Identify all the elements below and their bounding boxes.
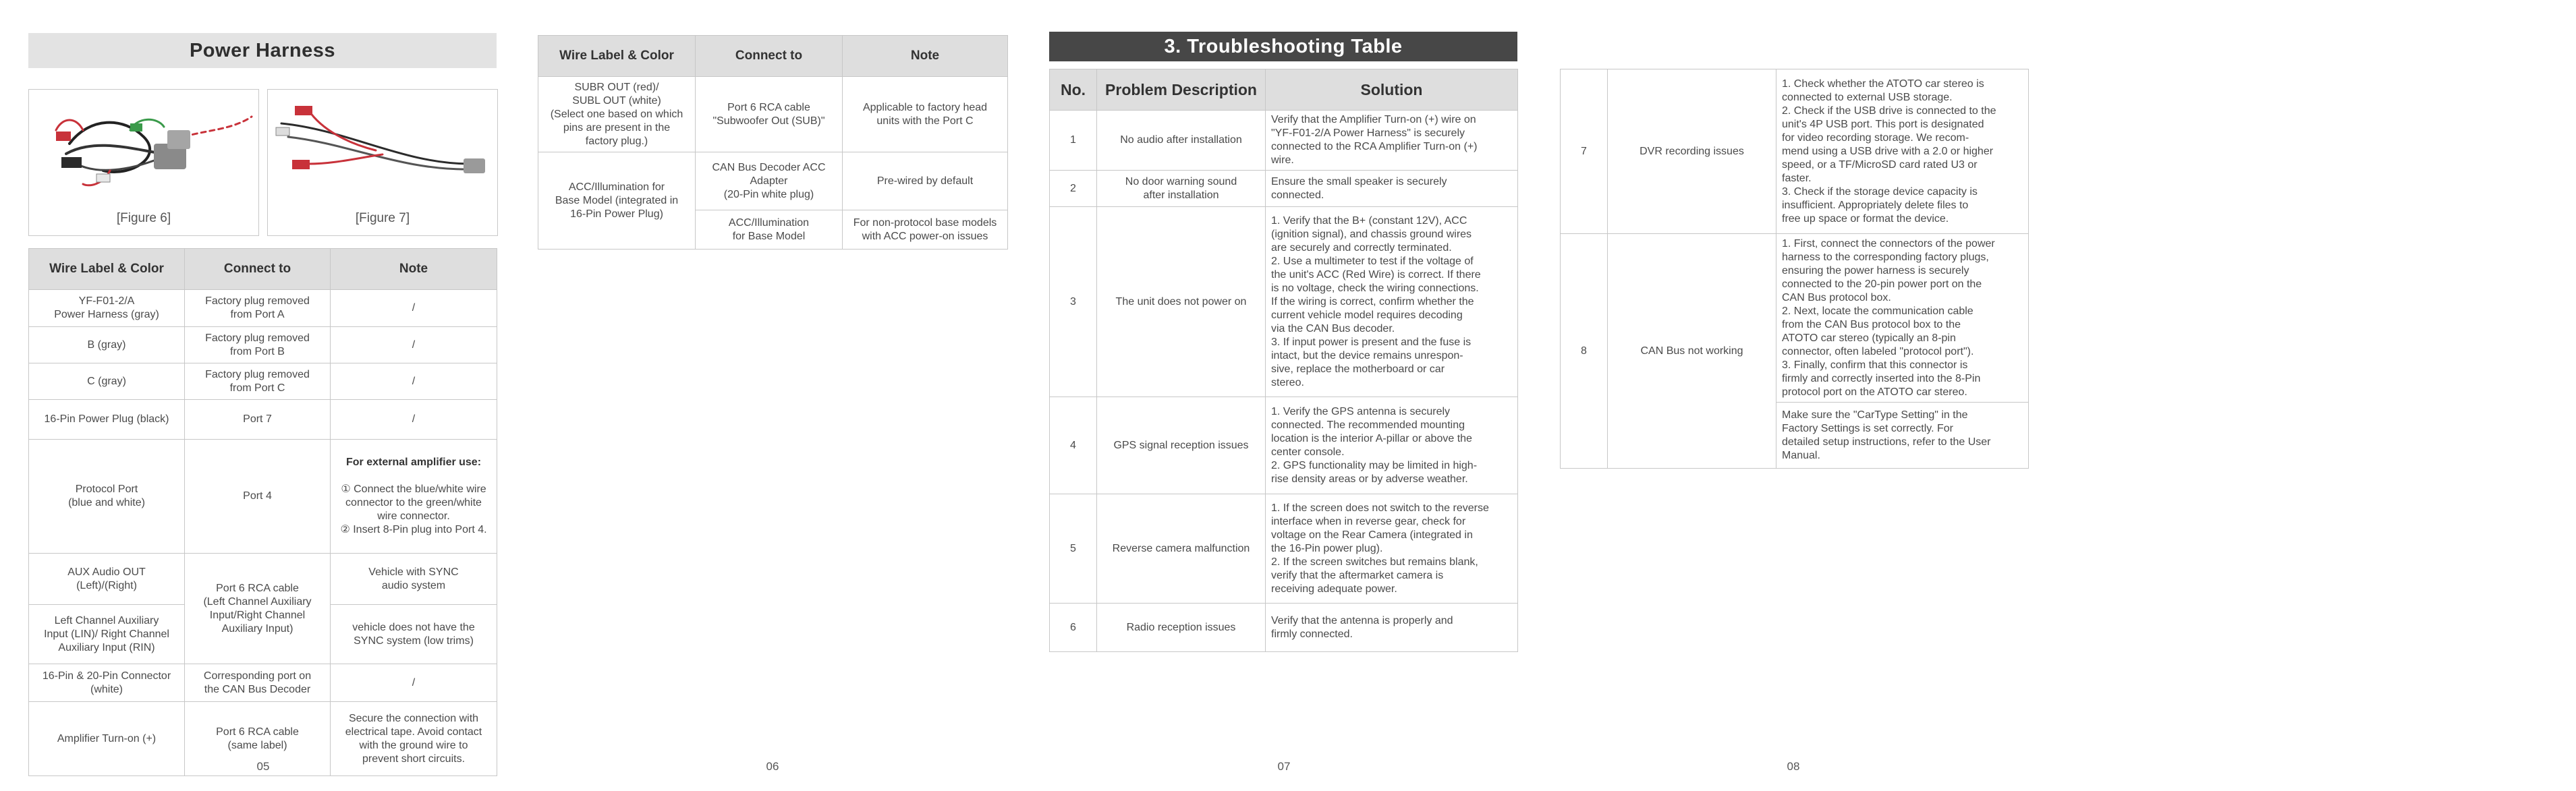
- page-05: [28, 0, 541, 791]
- table-cell: AUX Audio OUT (Left)/(Right): [29, 554, 185, 605]
- table-cell: /: [331, 327, 497, 363]
- table-cell: 1. Check whether the ATOTO car stereo is connected to external USB storage. 2. Check if the USB drive is connected to the unit's 4P USB port. This port is designated for video recording storage. We recom- mend using a USB drive with a 2.0 or higher speed, or a TF/MicroSD card rated U3 or faster. 3. Check if the storage device capacity is insufficient. Appropriately delete files to free up space or format the device.: [1776, 69, 2029, 234]
- table-cell: 8: [1561, 234, 1608, 469]
- troubleshooting-table: [1049, 69, 1518, 652]
- page-number: 08: [1787, 760, 1800, 773]
- table-cell: Reverse camera malfunction: [1097, 494, 1266, 604]
- table-row: [29, 290, 497, 327]
- troubleshooting-table-continued: [1560, 69, 2029, 469]
- protocol-note-title: For external amplifier use:: [345, 457, 482, 468]
- table-cell: GPS signal reception issues: [1097, 397, 1266, 494]
- page-08: [1560, 0, 2073, 791]
- table-cell: /: [331, 290, 497, 327]
- table-cell: 6: [1050, 604, 1097, 652]
- table-row: [1050, 111, 1518, 171]
- table-cell: Port 6 RCA cable (Left Channel Auxiliary Input/Right Channel Auxiliary Input): [185, 554, 331, 664]
- figure-7: [267, 89, 498, 236]
- table-header-row: [29, 249, 497, 290]
- table-row: [538, 152, 1008, 210]
- table-cell: 1: [1050, 111, 1097, 171]
- table-cell: [331, 440, 497, 554]
- table-row: [1050, 171, 1518, 207]
- table-row: [29, 327, 497, 363]
- column-header: No.: [1050, 69, 1097, 111]
- column-header: Solution: [1266, 69, 1518, 111]
- table-cell: 2: [1050, 171, 1097, 207]
- table-row: [29, 554, 497, 605]
- table-cell: Port 6 RCA cable (same label): [185, 702, 331, 776]
- power-harness-image: [29, 90, 258, 204]
- table-row: [1050, 604, 1518, 652]
- table-cell: DVR recording issues: [1608, 69, 1776, 234]
- table-row: [1050, 207, 1518, 397]
- table-cell: 1. If the screen does not switch to the reverse interface when in reverse gear, check for voltage on the Rear Camera (integrated in the 16-Pin power plug). 2. If the screen switches but remains blank, verify that the aftermarket camera is receiving adequate power.: [1266, 494, 1518, 604]
- table-cell: 16-Pin & 20-Pin Connector (white): [29, 664, 185, 702]
- table-cell: Make sure the "CarType Setting" in the Factory Settings is set correctly. For detailed setup instructions, refer to the User Manual.: [1776, 403, 2029, 469]
- page-title: Power Harness: [28, 33, 497, 68]
- table-cell: Verify that the Amplifier Turn-on (+) wire on "YF-F01-2/A Power Harness" is securely connected to the RCA Amplifier Turn-on (+) wire.: [1266, 111, 1518, 171]
- table-cell: 7: [1561, 69, 1608, 234]
- table-cell: ACC/Illumination for Base Model: [696, 210, 843, 250]
- table-header-row: [1050, 69, 1518, 111]
- table-row: [1561, 234, 2029, 403]
- table-cell: /: [331, 400, 497, 440]
- column-header: Note: [843, 36, 1008, 77]
- column-header: Note: [331, 249, 497, 290]
- protocol-note-body: ① Connect the blue/white wire connector to the green/white wire connector. ② Insert 8-Pin plug into Port 4.: [340, 484, 487, 535]
- table-cell: No audio after installation: [1097, 111, 1266, 171]
- table-cell: CAN Bus not working: [1608, 234, 1776, 469]
- table-row: [538, 77, 1008, 152]
- table-row: [29, 440, 497, 554]
- table-cell: Factory plug removed from Port A: [185, 290, 331, 327]
- column-header: Wire Label & Color: [29, 249, 185, 290]
- table-cell: CAN Bus Decoder ACC Adapter (20-Pin white plug): [696, 152, 843, 210]
- table-cell: For non-protocol base models with ACC power-on issues: [843, 210, 1008, 250]
- wire-table-p05: [28, 248, 497, 776]
- table-cell: Port 6 RCA cable "Subwoofer Out (SUB)": [696, 77, 843, 152]
- table-cell: 1. Verify the GPS antenna is securely connected. The recommended mounting location is the interior A-pillar or above the center console. 2. GPS functionality may be limited in high- rise density areas or by adverse weather.: [1266, 397, 1518, 494]
- table-cell: 5: [1050, 494, 1097, 604]
- table-cell: 3: [1050, 207, 1097, 397]
- figure-6-caption: [Figure 6]: [116, 211, 171, 225]
- table-cell: Port 7: [185, 400, 331, 440]
- table-cell: ACC/Illumination for Base Model (integrated in 16-Pin Power Plug): [538, 152, 696, 250]
- page-06: [538, 0, 1051, 791]
- table-cell: Left Channel Auxiliary Input (LIN)/ Right Channel Auxiliary Input (RIN): [29, 605, 185, 664]
- table-header-row: [538, 36, 1008, 77]
- table-row: [29, 664, 497, 702]
- table-cell: Verify that the antenna is properly and firmly connected.: [1266, 604, 1518, 652]
- table-cell: /: [331, 363, 497, 400]
- page-number: 07: [1277, 760, 1291, 773]
- table-cell: Radio reception issues: [1097, 604, 1266, 652]
- table-row: [1561, 69, 2029, 234]
- table-cell: SUBR OUT (red)/ SUBL OUT (white) (Select one based on which pins are present in the factory plug.): [538, 77, 696, 152]
- table-cell: Port 4: [185, 440, 331, 554]
- table-row: [1050, 397, 1518, 494]
- table-cell: Amplifier Turn-on (+): [29, 702, 185, 776]
- table-cell: No door warning sound after installation: [1097, 171, 1266, 207]
- table-cell: Vehicle with SYNC audio system: [331, 554, 497, 605]
- column-header: Connect to: [696, 36, 843, 77]
- table-cell: Applicable to factory head units with the Port C: [843, 77, 1008, 152]
- table-cell: B (gray): [29, 327, 185, 363]
- wire-table-p06: [538, 35, 1008, 250]
- table-row: [29, 400, 497, 440]
- table-cell: Secure the connection with electrical tape. Avoid contact with the ground wire to prevent short circuits.: [331, 702, 497, 776]
- table-cell: Pre-wired by default: [843, 152, 1008, 210]
- table-row: [1050, 494, 1518, 604]
- column-header: Connect to: [185, 249, 331, 290]
- table-cell: 1. First, connect the connectors of the power harness to the corresponding factory plugs, ensuring the power harness is securely connected to the 20-pin power port on the CAN Bus protocol box. 2. Next, locate the communication cable from the CAN Bus protocol box to the ATOTO car stereo (typically an 8-pin connector, often labeled "protocol port"). 3. Finally, confirm that this connector is firmly and correctly inserted into the 8-Pin protocol port on the ATOTO car stereo.: [1776, 234, 2029, 403]
- table-cell: 1. Verify that the B+ (constant 12V), ACC (ignition signal), and chassis ground wires are securely and correctly terminated. 2. Use a multimeter to test if the voltage of the unit's ACC (Red Wire) is correct. If there is no voltage, check the wiring connections. If the wiring is correct, confirm whether the current vehicle model requires decoding via the CAN Bus decoder. 3. If input power is present and the fuse is intact, but the device remains unrespon- sive, replace the motherboard or car stereo.: [1266, 207, 1518, 397]
- table-cell: vehicle does not have the SYNC system (low trims): [331, 605, 497, 664]
- table-cell: Ensure the small speaker is securely connected.: [1266, 171, 1518, 207]
- table-cell: Factory plug removed from Port B: [185, 327, 331, 363]
- page-title: 3. Troubleshooting Table: [1049, 32, 1517, 61]
- page-number: 06: [766, 760, 779, 773]
- table-cell: C (gray): [29, 363, 185, 400]
- page-number: 05: [256, 760, 270, 773]
- table-cell: 4: [1050, 397, 1097, 494]
- column-header: Problem Description: [1097, 69, 1266, 111]
- table-cell: Corresponding port on the CAN Bus Decoder: [185, 664, 331, 702]
- table-cell: /: [331, 664, 497, 702]
- figure-6: [28, 89, 259, 236]
- figure-7-caption: [Figure 7]: [355, 211, 410, 225]
- table-cell: Protocol Port (blue and white): [29, 440, 185, 554]
- table-cell: 16-Pin Power Plug (black): [29, 400, 185, 440]
- rca-cable-image: [268, 90, 497, 204]
- page-07: [1049, 0, 1562, 791]
- column-header: Wire Label & Color: [538, 36, 696, 77]
- table-cell: YF-F01-2/A Power Harness (gray): [29, 290, 185, 327]
- table-cell: The unit does not power on: [1097, 207, 1266, 397]
- table-cell: Factory plug removed from Port C: [185, 363, 331, 400]
- table-row: [29, 363, 497, 400]
